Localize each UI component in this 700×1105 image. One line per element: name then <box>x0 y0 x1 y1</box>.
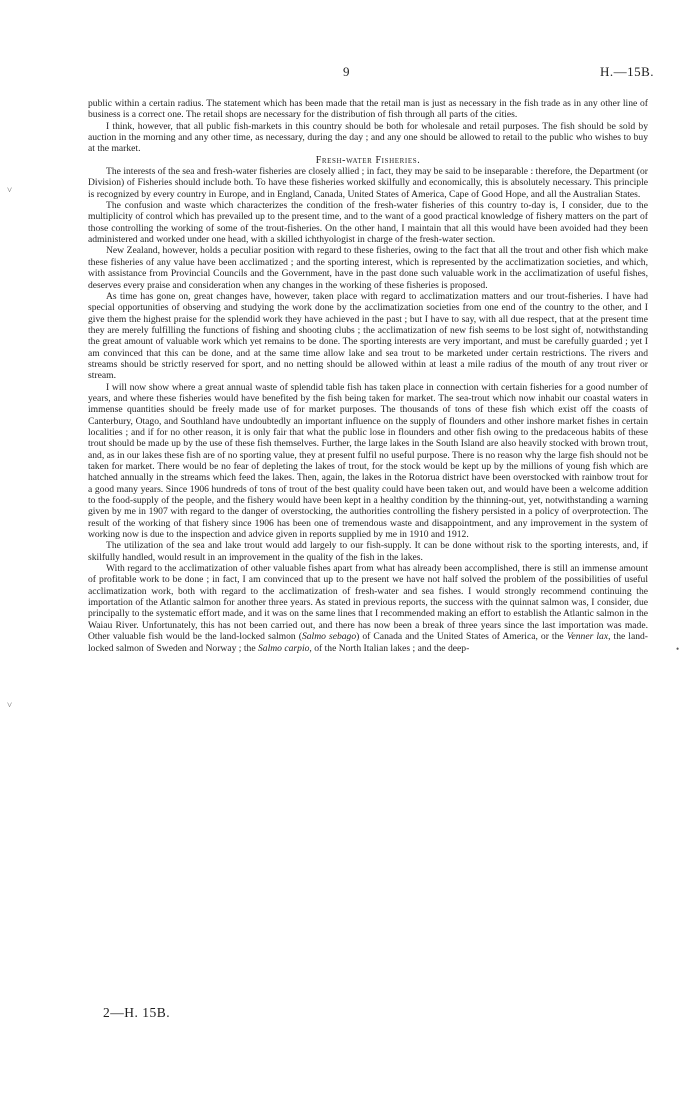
text-run: ) of Canada and the United States of America, or the <box>356 631 567 643</box>
margin-mark: • <box>676 644 680 654</box>
margin-mark: ˅ <box>7 185 13 195</box>
margin-mark: ˅ <box>7 700 13 710</box>
paragraph <box>88 563 648 654</box>
document-reference: H.—15B. <box>599 64 654 79</box>
signature-mark: 2—H. 15B. <box>103 1005 171 1020</box>
section-heading: Fresh-water Fisheries. <box>315 154 421 166</box>
text-run: , the land-locked salmon of Sweden and Norway ; the <box>88 631 648 654</box>
page-number: 9 <box>343 64 350 79</box>
paragraph: As time has gone on, great changes have, however, taken place with regard to acclimatization matters and our trout-fisheries. I have had special opportunities of observing and studying the work done by the acclimatization societies from one end of the country to the other, and I give them the highest praise for the splendid work they have achieved in the past ; but I have to say, with all due respect, that at the present time they are merely fulfilling the functions of fishing and shooting clubs ; the acclimatization of new fish seems to be lost sight of, notwithstanding the great amount of valuable work which yet remains to be done. The sporting interests are very important, and must be carefully guarded ; yet I am convinced that this can be done, and at the same time allow lake and sea trout to be marketed under certain restrictions. The rivers and streams should be strictly reserved for sport, and no netting should be allowed within at least a mile radius of the mouth of any trout river or stream. <box>88 290 648 382</box>
species-name: Salmo carpio <box>257 642 310 654</box>
paragraph: The confusion and waste which characterizes the condition of the fresh-water fisheries of this country to-day is, I consider, due to the multiplicity of control which has prevailed up to the present time, and to the want of a good practical knowledge of fishery matters on the part of those controlling the working of some of the trout-fisheries. On the other hand, I maintain that all this would have been avoided had they been administered and worked under one head, with a skilled ichthyologist in charge of the fresh-water section. <box>88 200 648 246</box>
paragraph: New Zealand, however, holds a peculiar position with regard to these fisheries, owing to the fact that all the trout and other fish which make these fisheries of any value have been acclimatized ; and the sporting interest, which is represented by the acclimatization societies, and which, with assistance from Provincial Councils and the Government, have in the past done such valuable work in the acclimatization of useful fishes, deserves every praise and consideration when any changes in the working of these fisheries is proposed. <box>88 245 648 291</box>
page-header <box>0 64 700 84</box>
paragraph: I think, however, that all public fish-markets in this country should be both for wholesale and retail purposes. The fish should be sold by auction in the morning and any other time, as necessary, during the day ; and any one should be allowed to retail to the public who wishes to buy at the market. <box>88 120 648 155</box>
paragraph: The interests of the sea and fresh-water fisheries are closely allied ; in fact, they may be said to be inseparable : therefore, the Department (or Division) of Fisheries should include both. To have these fisheries worked skilfully and economically, this is absolutely necessary. This principle is recognized by every country in Europe, and in England, Canada, United States of America, Cape of Good Hope, and all the Australian States. <box>88 166 648 200</box>
paragraph: I will now show where a great annual waste of splendid table fish has taken place in connection with certain fisheries for a good number of years, and where these fisheries would have benefited by the fish being taken for market. The sea-trout which now inhabit our coastal waters in immense quantities should be freely made use of for market purposes. The thousands of tons of these fish which exist off the coasts of Canterbury, Otago, and Southland have undoubtedly an important influence on the supply of flounders and other inshore market fishes in certain localities ; and if for no other reason, it is only fair that what the public lose in flounders and other fish owing to the predaceous habits of these trout should be made up by the use of these fish themselves. Further, the large lakes in the South Island are also heavily stocked with brown trout, and, as in our lakes these fish are of no sporting value, they at present fulfil no useful purpose. There is no reason why the large fish should not be taken for market. There would be no fear of depleting the lakes of trout, for the stock would be kept up by the millions of young fish which are hatched annually in the streams which feed the lakes. Then, again, the lakes in the Rotorua district have been overstocked with rainbow trout for a good many years. Since 1906 hundreds of tons of trout of the best quality could have been taken out, and would have been a welcome addition to the food-supply of the people, and the fishery would have been kept in a healthy condition by the thinning-out, yet, notwithstanding a warning given by me in 1907 with regard to the danger of overstocking, the authorities controlling the fishery persisted in a policy of overprotection. The result of the working of that fishery since 1906 has been one of tremendous waste and disappointment, and any improvement in the system of working now is due to the inspection and advice given in reports supplied by me in 1910 and 1912. <box>88 381 648 541</box>
species-name: Salmo sebago <box>301 631 357 643</box>
text-run: With regard to the acclimatization of other valuable fishes apart from what has already been accomplished, there is still an immense amount of profitable work to be done ; in fact, I am convinced that up to the present we have not half solved the problem of the possibilities of useful acclimatization work, both with regard to the acclimatization of fresh-water and sea fishes. I would strongly recommend continuing the importation of the Atlantic salmon for another three years. As stated in previous reports, the success with the quinnat salmon was, I consider, due principally to the systematic effort made, and it was on the same lines that I recommended making an effort to establish the Atlantic salmon in the Waiau River. Unfortunately, this has not been carried out, and there has now been a break of three years since the last importation was made. Other valuable fish would be the land-locked salmon ( <box>88 563 648 643</box>
paragraph: public within a certain radius. The statement which has been made that the retail man is just as necessary in the fish trade as in any other line of business is a correct one. The retail shops are necessary for the distribution of fish through all parts of the cities. <box>88 98 648 121</box>
body-text <box>88 98 648 654</box>
text-run: , of the North Italian lakes ; and the deep- <box>309 642 470 654</box>
species-name: Venner lax <box>566 631 609 643</box>
paragraph: The utilization of the sea and lake trout would add largely to our fish-supply. It can be done without risk to the sporting interests, and, if skilfully handled, would result in an improvement in the quality of the fish in the lakes. <box>88 540 648 563</box>
